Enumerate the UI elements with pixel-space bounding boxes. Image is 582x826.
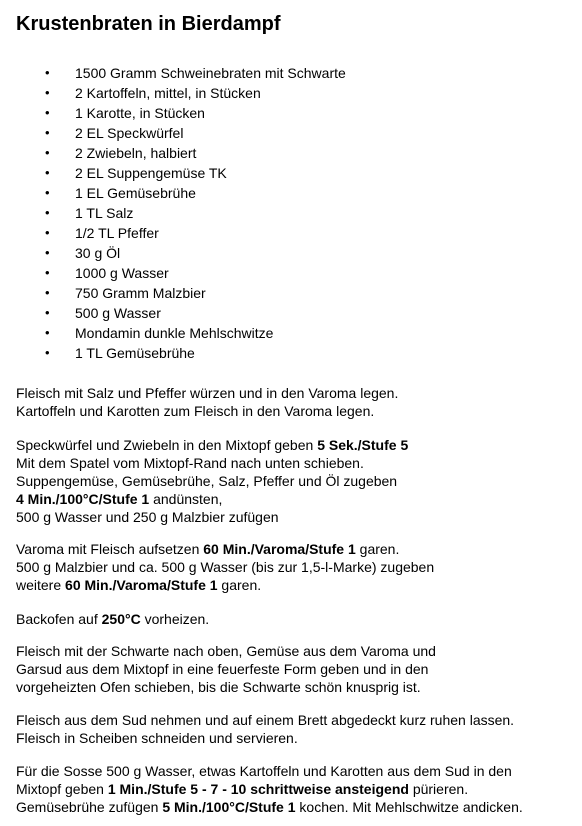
step-text: kochen. Mit Mehlschwitze andicken.: [295, 799, 523, 815]
step-line: Fleisch in Scheiben schneiden und servieren.: [16, 730, 298, 746]
ingredient-list: [0, 63, 582, 363]
step-line: Mit dem Spatel vom Mixtopf-Rand nach unten schieben.: [16, 455, 364, 471]
step-line: Für die Sosse 500 g Wasser, etwas Kartoffeln und Karotten aus dem Sud in den: [16, 763, 512, 779]
list-item: [0, 183, 582, 203]
step-setting: 4 Min./100°C/Stufe 1: [16, 491, 150, 507]
step-setting: 60 Min./Varoma/Stufe 1: [203, 541, 356, 557]
bullet-icon: •: [45, 245, 50, 260]
step-line: 500 g Wasser und 250 g Malzbier zufügen: [16, 509, 279, 525]
ingredient-text: Mondamin dunkle Mehlschwitze: [75, 325, 274, 341]
ingredient-text: 750 Gramm Malzbier: [75, 285, 206, 301]
bullet-icon: •: [45, 265, 50, 280]
bullet-icon: •: [45, 205, 50, 220]
step-line: [16, 436, 408, 454]
step-text: Speckwürfel und Zwiebeln in den Mixtopf geben: [16, 437, 318, 453]
ingredient-text: 1500 Gramm Schweinebraten mit Schwarte: [75, 65, 346, 81]
list-item: [0, 343, 582, 363]
step-setting: 1 Min./Stufe 5 - 7 - 10 schrittweise ansteigend: [107, 781, 409, 797]
list-item: [0, 143, 582, 163]
list-item: [0, 243, 582, 263]
step-line: Fleisch aus dem Sud nehmen und auf einem Brett abgedeckt kurz ruhen lassen.: [16, 712, 515, 728]
step-line: vorgeheizten Ofen schieben, bis die Schwarte schön knusprig ist.: [16, 679, 421, 695]
ingredient-text: 1/2 TL Pfeffer: [75, 225, 159, 241]
step-line: [16, 540, 434, 558]
step-paragraph-5: [16, 642, 436, 696]
step-setting: 5 Sek./Stufe 5: [317, 437, 409, 453]
ingredient-text: 2 Kartoffeln, mittel, in Stücken: [75, 85, 261, 101]
bullet-icon: •: [45, 305, 50, 320]
step-line: 500 g Malzbier und ca. 500 g Wasser (bis zur 1,5-l-Marke) zugeben: [16, 559, 435, 575]
list-item: [0, 223, 582, 243]
step-line: Fleisch mit der Schwarte nach oben, Gemüse aus dem Varoma und: [16, 643, 436, 659]
ingredient-text: 2 EL Suppengemüse TK: [75, 165, 227, 181]
bullet-icon: •: [45, 165, 50, 180]
bullet-icon: •: [45, 185, 50, 200]
list-item: [0, 303, 582, 323]
step-text: weitere: [16, 577, 66, 593]
bullet-icon: •: [45, 65, 50, 80]
step-paragraph-3: [16, 540, 434, 594]
step-setting: 5 Min./100°C/Stufe 1: [162, 799, 296, 815]
recipe-title: Krustenbraten in Bierdampf: [16, 13, 281, 35]
bullet-icon: •: [45, 285, 50, 300]
step-text: Backofen auf: [16, 611, 102, 627]
list-item: [0, 83, 582, 103]
bullet-icon: •: [45, 105, 50, 120]
list-item: [0, 203, 582, 223]
step-text: pürieren.: [408, 781, 469, 797]
step-paragraph-6: [16, 711, 514, 747]
ingredient-text: 1 TL Salz: [75, 205, 134, 221]
step-line: [16, 576, 434, 594]
step-text: andünsten,: [149, 491, 223, 507]
list-item: [0, 263, 582, 283]
ingredient-text: 1 Karotte, in Stücken: [75, 105, 205, 121]
bullet-icon: •: [45, 345, 50, 360]
bullet-icon: •: [45, 225, 50, 240]
step-paragraph-2: [16, 436, 408, 526]
step-line: Fleisch mit Salz und Pfeffer würzen und in den Varoma legen.: [16, 385, 399, 401]
list-item: [0, 103, 582, 123]
step-setting: 60 Min./Varoma/Stufe 1: [65, 577, 218, 593]
bullet-icon: •: [45, 125, 50, 140]
step-line: [16, 490, 408, 508]
step-paragraph-7: [16, 762, 523, 816]
step-line: [16, 610, 209, 628]
step-setting: 250°C: [101, 611, 141, 627]
step-text: garen.: [355, 541, 400, 557]
step-line: [16, 780, 523, 798]
step-text: vorheizen.: [140, 611, 210, 627]
step-line: [16, 798, 523, 816]
step-text: garen.: [217, 577, 262, 593]
bullet-icon: •: [45, 85, 50, 100]
ingredient-text: 1000 g Wasser: [75, 265, 169, 281]
step-line: Suppengemüse, Gemüsebrühe, Salz, Pfeffer und Öl zugeben: [16, 473, 398, 489]
list-item: [0, 63, 582, 83]
step-text: Gemüsebrühe zufügen: [16, 799, 163, 815]
step-text: Mixtopf geben: [16, 781, 108, 797]
list-item: [0, 283, 582, 303]
step-text: Varoma mit Fleisch aufsetzen: [16, 541, 204, 557]
bullet-icon: •: [45, 145, 50, 160]
ingredient-text: 1 EL Gemüsebrühe: [75, 185, 196, 201]
ingredient-text: 2 EL Speckwürfel: [75, 125, 184, 141]
ingredient-text: 500 g Wasser: [75, 305, 161, 321]
step-line: Garsud aus dem Mixtopf in eine feuerfeste Form geben und in den: [16, 661, 429, 677]
bullet-icon: •: [45, 325, 50, 340]
step-line: Kartoffeln und Karotten zum Fleisch in den Varoma legen.: [16, 403, 375, 419]
list-item: [0, 123, 582, 143]
ingredient-text: 1 TL Gemüsebrühe: [75, 345, 195, 361]
list-item: [0, 163, 582, 183]
list-item: [0, 323, 582, 343]
ingredient-text: 30 g Öl: [75, 245, 121, 261]
ingredient-text: 2 Zwiebeln, halbiert: [75, 145, 197, 161]
step-paragraph-4: [16, 610, 209, 628]
step-paragraph-1: [16, 384, 398, 420]
